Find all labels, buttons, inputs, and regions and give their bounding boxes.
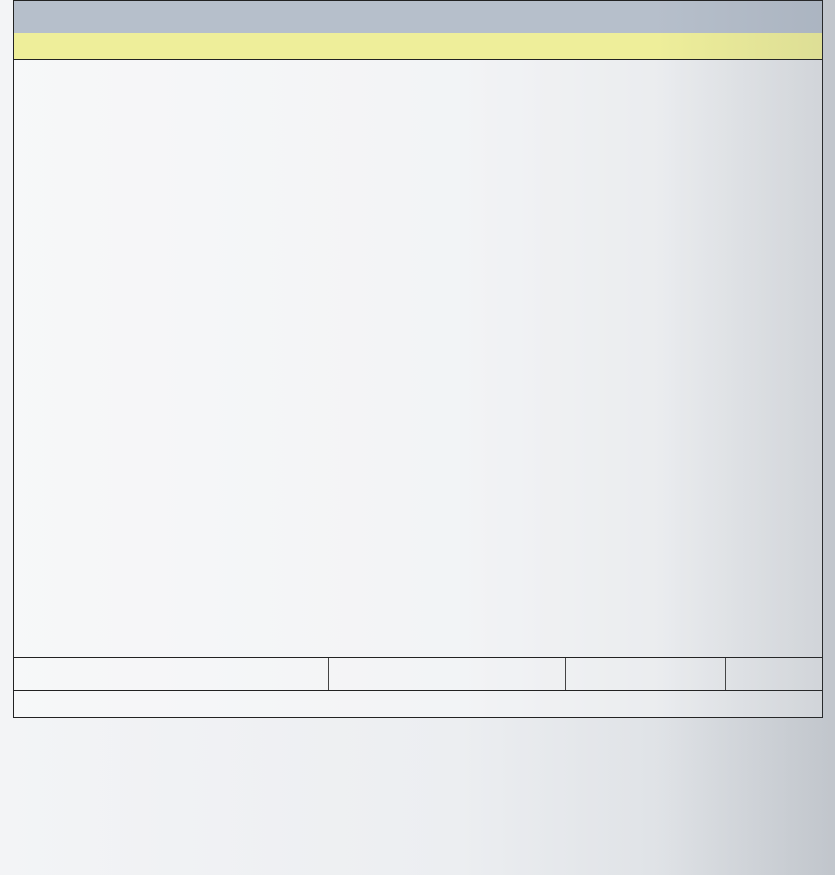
total-amount-header — [14, 1, 822, 34]
yellow-band — [14, 33, 822, 60]
total-blank-cell — [726, 658, 822, 690]
total-blank-cell — [566, 658, 726, 690]
total-row — [14, 657, 822, 691]
total-value — [329, 658, 566, 690]
estimate-table — [13, 0, 823, 718]
total-label — [14, 658, 329, 690]
